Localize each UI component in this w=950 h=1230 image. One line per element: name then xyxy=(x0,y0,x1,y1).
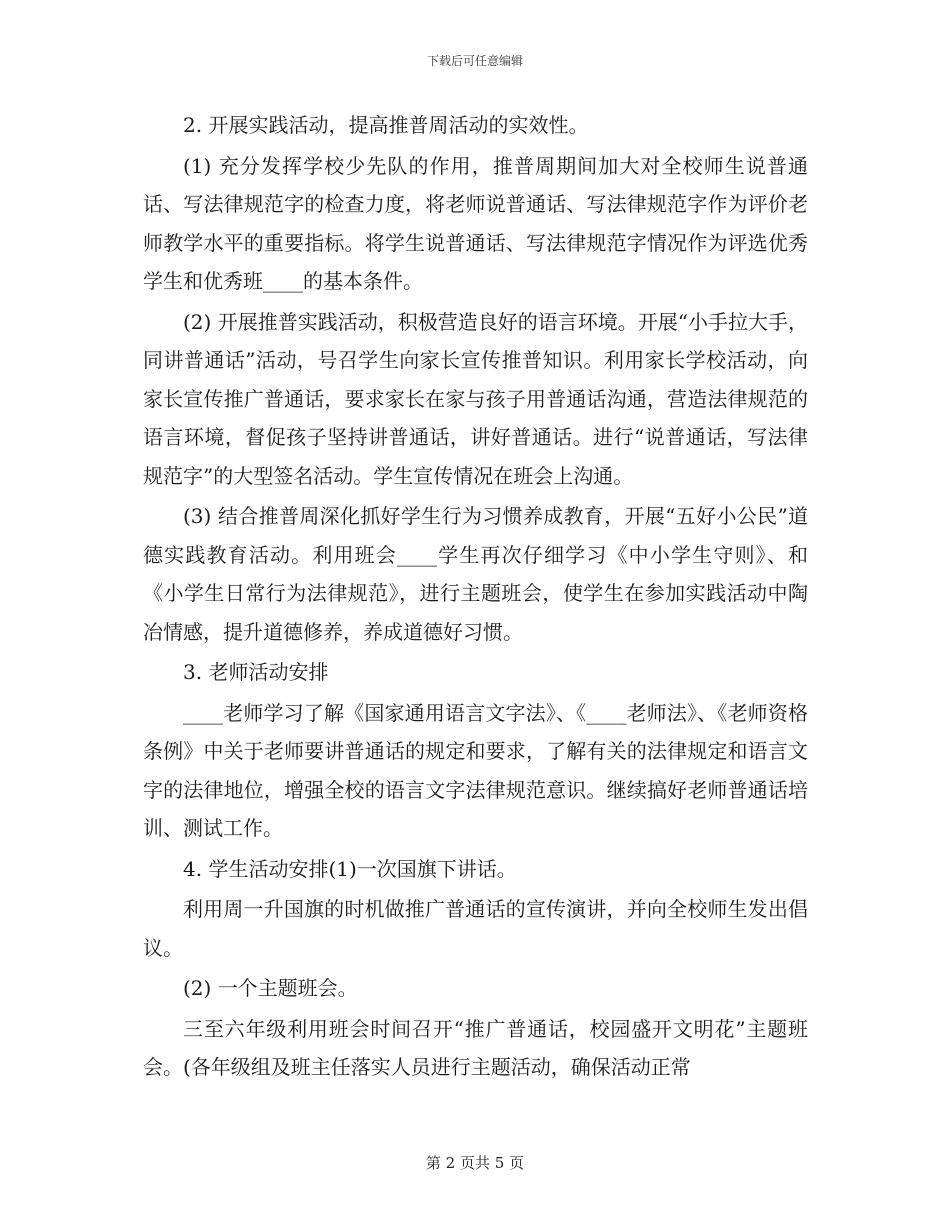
page-header: 下载后可任意编辑 xyxy=(426,54,523,68)
section-heading-3: 3. 老师活动安排 xyxy=(183,660,329,684)
paragraph-teacher-activities: ____老师学习了解《国家通用语言文字法》、《____老师法》、《老师资格条例》中关于老师要讲普通话的规定和要求，了解有关的法律规定和语言文字的法律地位，增强全校的语言文字法律规范意识。继续搞好老师普通话培训、测试工作。 xyxy=(143,700,808,840)
paragraph-item-3: (3) 结合推普周深化抓好学生行为习惯养成教育，开展“五好小公民”道德实践教育活动。利用班会____学生再次仔细学习《中小学生守则》、和《小学生日常行为法律规范》，进行主题班会，使学生在参加实践活动中陶冶情感，提升道德修养，养成道德好习惯。 xyxy=(143,504,808,644)
page-footer: 第 2 页共 5 页 xyxy=(425,1154,525,1172)
section-heading-4: 4. 学生活动安排(1)一次国旗下讲话。 xyxy=(183,856,517,881)
section-heading-2: 2. 开展实践活动，提高推普周活动的实效性。 xyxy=(183,113,589,137)
paragraph-theme-class-detail: 三至六年级利用班会时间召开“推广普通话，校园盛开文明花”主题班会。(各年级组及班主任落实人员进行主题活动，确保活动正常 xyxy=(143,1016,808,1079)
paragraph-item-1: (1) 充分发挥学校少先队的作用，推普周期间加大对全校师生说普通话、写法律规范字的检查力度，将老师说普通话、写法律规范字作为评价老师教学水平的重要指标。将学生说普通话、写法律规范字情况作为评选优秀学生和优秀班____的基本条件。 xyxy=(143,153,808,293)
paragraph-item-2: (2) 开展推普实践活动，积极营造良好的语言环境。开展“小手拉大手，同讲普通话”活动，号召学生向家长宣传推普知识。利用家长学校活动，向家长宣传推广普通话，要求家长在家与孩子用普通话沟通，营造法律规范的语言环境，督促孩子坚持讲普通话，讲好普通话。进行“说普通话，写法律规范字”的大型签名活动。学生宣传情况在班会上沟通。 xyxy=(143,309,808,488)
paragraph-item-theme-class: (2) 一个主题班会。 xyxy=(183,976,358,1000)
document-body xyxy=(143,106,808,1089)
paragraph-flag-speech: 利用周一升国旗的时机做推广普通话的宣传演讲，并向全校师生发出倡议。 xyxy=(143,897,808,960)
